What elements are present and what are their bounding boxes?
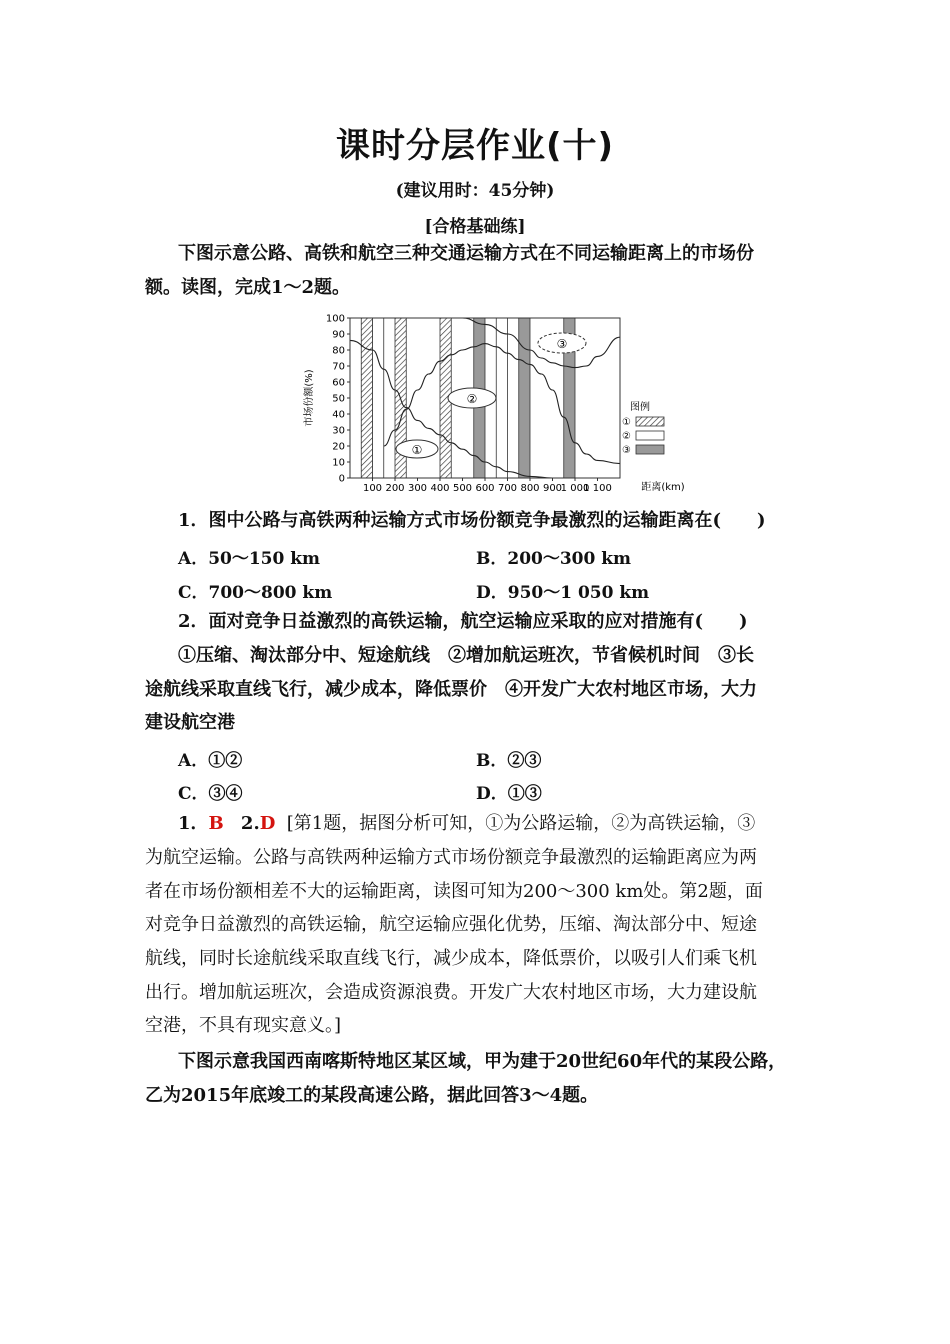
y-tick-label: 0: [338, 473, 345, 485]
q1-option-a[interactable]: A．50～150 km: [178, 549, 321, 569]
ellipse-label-2-text: ②: [466, 392, 478, 406]
ellipse-label-1: [396, 440, 438, 458]
q2-stem: 2．面对竞争日益激烈的高铁运输，航空运输应采取的应对措施有( ): [178, 611, 748, 632]
chart-legend: [622, 400, 664, 456]
ellipse-label-2: [448, 388, 496, 408]
legend-swatch-3: [636, 445, 664, 454]
y-axis-label: 市场份额(%): [304, 369, 315, 427]
intro-line-1: 下图示意公路、高铁和航空三种交通运输方式在不同运输距离上的市场份: [178, 243, 754, 264]
q2-statement-line-3: 建设航空港: [145, 712, 235, 733]
q2-option-c[interactable]: C．③④: [178, 784, 243, 804]
explanation-line-3: 者在市场份额相差不大的运输距离，读图可知为200～300 km处。第2题，面: [145, 881, 763, 902]
explanation-line-7: 空港，不具有现实意义。]: [145, 1015, 342, 1036]
ellipse-label-1-text: ①: [411, 443, 423, 457]
time-note: (建议用时：45分钟): [395, 181, 555, 201]
answer-line-1: [178, 808, 818, 840]
q1-option-d[interactable]: D．950～1 050 km: [476, 583, 650, 603]
x-tick-label: 400: [430, 483, 450, 494]
y-tick-label: 20: [332, 441, 345, 453]
q2-statement-line-2: 途航线采取直线飞行，减少成本，降低票价 ④开发广大农村地区市场，大力: [145, 679, 757, 700]
answer-num-2: 2.: [240, 813, 260, 834]
q2-option-a[interactable]: A．①②: [178, 751, 243, 771]
ellipse-label-3-text: ③: [556, 337, 568, 351]
answer-1: B: [208, 813, 224, 834]
x-tick-label: 1 100: [583, 483, 612, 494]
y-tick-label: 100: [325, 313, 345, 325]
x-tick-label: 1 000: [560, 483, 590, 494]
x-tick-label: 300: [407, 483, 428, 494]
legend-swatch-1: [636, 417, 664, 426]
explanation-1: [第1题，据图分析可知，①为公路运输，②为高铁运输，③: [286, 813, 756, 834]
q2-statement-line-1: ①压缩、淘汰部分中、短途航线 ②增加航运班次，节省候机时间 ③长: [178, 645, 754, 666]
x-tick-label: 900: [542, 483, 563, 494]
y-tick-label: 70: [332, 361, 345, 373]
answer-num-1: 1．: [178, 813, 209, 834]
y-tick-label: 90: [332, 329, 345, 341]
distance-band-8: [373, 318, 384, 478]
explanation-line-5: 航线，同时长途航线采取直线飞行，减少成本，降低票价，以吸引人们乘飞机: [145, 948, 757, 969]
legend-swatch-2: [636, 431, 664, 440]
y-tick-label: 60: [332, 377, 345, 389]
section-heading: [合格基础练]: [424, 217, 526, 237]
x-tick-label: 600: [475, 483, 495, 494]
q1-option-c[interactable]: C．700～800 km: [178, 583, 333, 603]
q2-option-b[interactable]: B．②③: [476, 751, 542, 771]
explanation-line-2: 为航空运输。公路与高铁两种运输方式市场份额竞争最激烈的运输距离应为两: [145, 847, 757, 868]
market-share-chart: [300, 306, 690, 500]
y-tick-label: 80: [332, 345, 345, 357]
legend-label-3: ③: [622, 445, 631, 456]
intro-line-2: 额。读图，完成1～2题。: [145, 277, 351, 298]
y-tick-label: 50: [332, 393, 345, 405]
y-tick-label: 30: [332, 425, 345, 437]
x-tick-label: 200: [385, 483, 405, 494]
answer-2: D: [259, 813, 276, 834]
x-tick-label: 100: [362, 483, 383, 494]
q1-option-b[interactable]: B．200～300 km: [476, 549, 632, 569]
q2-option-d[interactable]: D．①③: [476, 784, 542, 804]
q1-stem: 1．图中公路与高铁两种运输方式市场份额竞争最激烈的运输距离在( ): [178, 510, 766, 531]
intro2-line-2: 乙为2015年底竣工的某段高速公路，据此回答3～4题。: [145, 1085, 599, 1106]
y-tick-label: 10: [332, 457, 345, 469]
legend-label-2: ②: [622, 431, 631, 442]
legend-title: 图例: [630, 402, 650, 413]
x-tick-label: 500: [452, 483, 473, 494]
distance-band-1: [361, 318, 372, 478]
explanation-line-4: 对竞争日益激烈的高铁运输，航空运输应强化优势，压缩、淘汰部分中、短途: [145, 914, 757, 935]
intro2-line-1: 下图示意我国西南喀斯特地区某区域，甲为建于20世纪60年代的某段公路，: [178, 1051, 787, 1072]
explanation-line-6: 出行。增加航运班次，会造成资源浪费。开发广大农村地区市场，大力建设航: [145, 982, 757, 1003]
page-title: 课时分层作业(十): [335, 126, 615, 166]
x-tick-label: 800: [520, 483, 540, 494]
y-tick-label: 40: [332, 409, 345, 421]
legend-label-1: ①: [622, 417, 631, 428]
x-tick-label: 700: [497, 483, 518, 494]
x-axis-label: 距离(km): [641, 482, 685, 493]
distance-band-7: [496, 318, 507, 478]
distance-band-5: [519, 318, 530, 478]
ellipse-label-3: [538, 333, 586, 353]
